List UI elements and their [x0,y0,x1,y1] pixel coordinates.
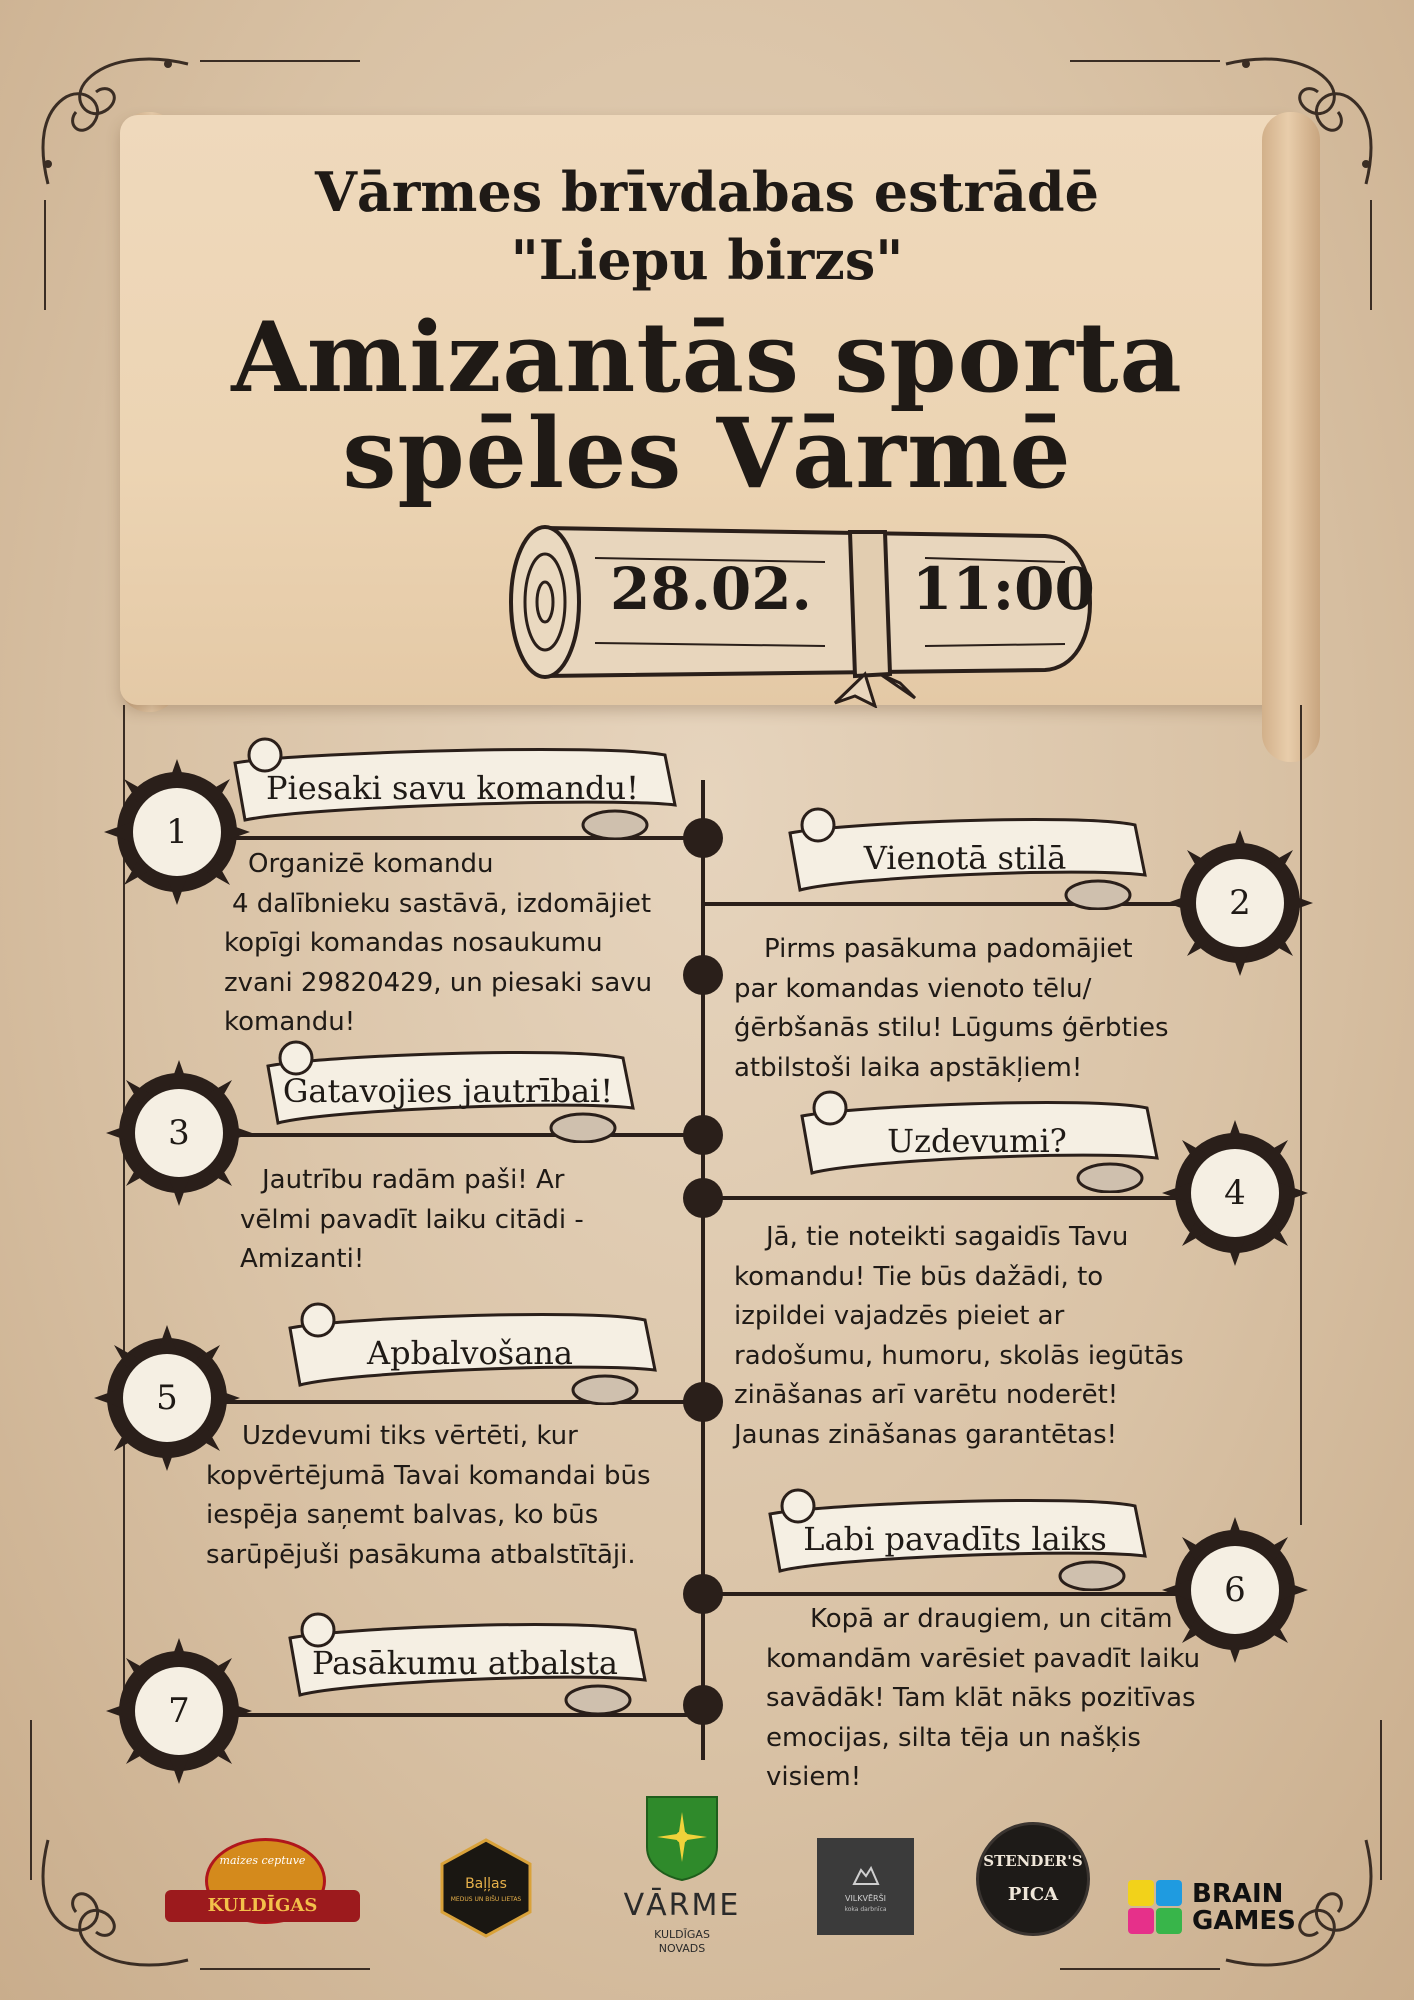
ribbon-6 [760,1486,1150,1591]
timeline-dot-6 [683,1574,723,1614]
sponsor-stenders-logo [976,1822,1090,1936]
ribbon-2 [780,805,1150,910]
step-text-4 [734,1218,1184,1455]
timeline-dot-7 [683,1685,723,1725]
ribbon-3 [258,1038,638,1143]
step-4-line: zināšanas arī varētu noderēt! [734,1380,1119,1410]
step-title-2: Vienotā stilā [863,838,1067,877]
step-text-1 [224,845,652,1043]
step-2-line: par komandas vienoto tēlu/ [734,973,1092,1004]
scroll-right-roll [1262,112,1320,762]
ballas-sub: MEDUS UN BIŠU LIETAS [450,1896,522,1903]
frame-top-left-line [200,60,360,62]
step-1-line: komandu! [224,1007,356,1037]
step-medal-7 [104,1636,254,1786]
frame-bottom-left-line [200,1968,370,1970]
venue-line-2: "Liepu birzs" [510,228,904,292]
step-title-3: Gatavojies jautrībai! [282,1071,614,1110]
frame-bottom-right-line [1060,1968,1220,1970]
timeline-dot-1 [683,818,723,858]
step-6-line: komandām varēsiet pavadīt laiku [766,1643,1201,1674]
event-title-line-2: spēles Vārmē [342,397,1072,510]
ribbon-5 [280,1300,660,1405]
step-3-line: Amizanti! [240,1244,365,1274]
ribbon-4 [792,1088,1162,1193]
step-title-5: Apbalvošana [367,1333,573,1372]
step-1-line: zvani 29820429, un piesaki savu [224,967,653,998]
step-4-line: izpildei vajadzēs pieiet ar [734,1301,1065,1331]
step-number-7: 7 [168,1691,190,1731]
step-1-line: 4 dalībnieku sastāvā, izdomājiet [232,888,652,919]
vilkversi-name: VILKVĒRŠI [844,1894,887,1903]
step-number-5: 5 [156,1378,178,1418]
step-text-5 [206,1417,651,1575]
frame-left-line [44,200,46,310]
step-4-line: Jaunas zināšanas garantētas! [734,1419,1118,1450]
step-number-6: 6 [1224,1570,1246,1610]
ribbon-7 [280,1610,650,1715]
step-4-line: radošumu, humoru, skolās iegūtās [734,1340,1184,1371]
step-5-line: iespēja saņemt balvas, ko būs [206,1500,599,1530]
stenders-name: STENDER'S [983,1852,1083,1870]
step-5-line: kopvērtējumā Tavai komandai būs [206,1460,651,1491]
sponsor-varme-logo [612,1792,752,1962]
brain-games-line2: GAMES [1192,1906,1296,1936]
step-1-line: Organizē komandu [248,849,494,879]
step-2-line: atbilstoši laika apstākļiem! [734,1052,1083,1083]
timeline-dot-4 [683,1178,723,1218]
step-title-4: Uzdevumi? [887,1121,1067,1160]
varme-name: VĀRME [623,1888,741,1923]
step-medal-3 [104,1058,254,1208]
step-title-6: Labi pavadīts laiks [803,1519,1107,1558]
sponsor-ballas-logo [438,1838,534,1938]
step-4-line: Jā, tie noteikti sagaidīs Tavu [766,1222,1129,1252]
step-2-line: Pirms pasākuma padomājiet [764,934,1133,964]
vilkversi-sub: koka darbnīca [844,1906,887,1913]
step-title-1: Piesaki savu komandu! [266,768,639,807]
step-number-2: 2 [1229,883,1251,923]
step-6-line: Kopā ar draugiem, un citām [810,1604,1173,1634]
step-5-line: sarūpējuši pasākuma atbalstītāji. [206,1539,636,1570]
timeline-dot-3 [683,1115,723,1155]
kuldigas-top-text: maizes ceptuve [219,1854,306,1867]
step-2-line: ģērbšanās stilu! Lūgums ģērbties [734,1013,1169,1043]
sponsor-vilkversi-logo [817,1838,914,1935]
step-title-7: Pasākumu atbalsta [312,1643,618,1682]
event-title-line-1: Amizantās sporta [231,301,1183,414]
frame-top-right-line [1070,60,1220,62]
ribbon-1 [225,735,680,840]
varme-sub1: KULDĪGAS [654,1928,710,1941]
step-6-line: emocijas, silta tēja un našķis [766,1722,1141,1753]
step-1-line: kopīgi komandas nosaukumu [224,928,603,958]
step-number-4: 4 [1224,1173,1246,1213]
step-5-line: Uzdevumi tiks vērtēti, kur [242,1421,578,1451]
event-date: 28.02. [610,555,812,623]
venue-line-1: Vārmes brīvdabas estrādē [314,160,1100,224]
sponsor-kuldigas-logo [165,1838,360,1938]
varme-sub2: NOVADS [658,1942,706,1955]
timeline-dot-5 [683,1382,723,1422]
step-6-line: savādāk! Tam klāt nāks pozitīvas [766,1683,1196,1713]
step-3-line: Jautrību radām paši! Ar [262,1165,565,1195]
sponsor-brain-games-logo [1128,1880,1318,1936]
kuldigas-name: KULDĪGAS [207,1895,318,1916]
timeline-dot-2 [683,955,723,995]
step-medal-2 [1165,828,1315,978]
step-text-3 [240,1161,584,1280]
step-number-1: 1 [166,812,188,852]
frame-right-line [1370,200,1372,310]
step-4-line: komandu! Tie būs dažādi, to [734,1261,1104,1292]
step-6-line: visiem! [766,1762,862,1792]
step-text-6 [766,1600,1200,1798]
stenders-sub: PICA [1007,1884,1059,1905]
brain-games-line1: BRAIN [1192,1879,1284,1909]
step-number-3: 3 [168,1113,190,1153]
step-text-2 [734,930,1168,1088]
ballas-name: Baļļas [465,1876,507,1892]
event-time: 11:00 [912,555,1095,623]
step-3-line: vēlmi pavadīt laiku citādi - [240,1204,584,1235]
